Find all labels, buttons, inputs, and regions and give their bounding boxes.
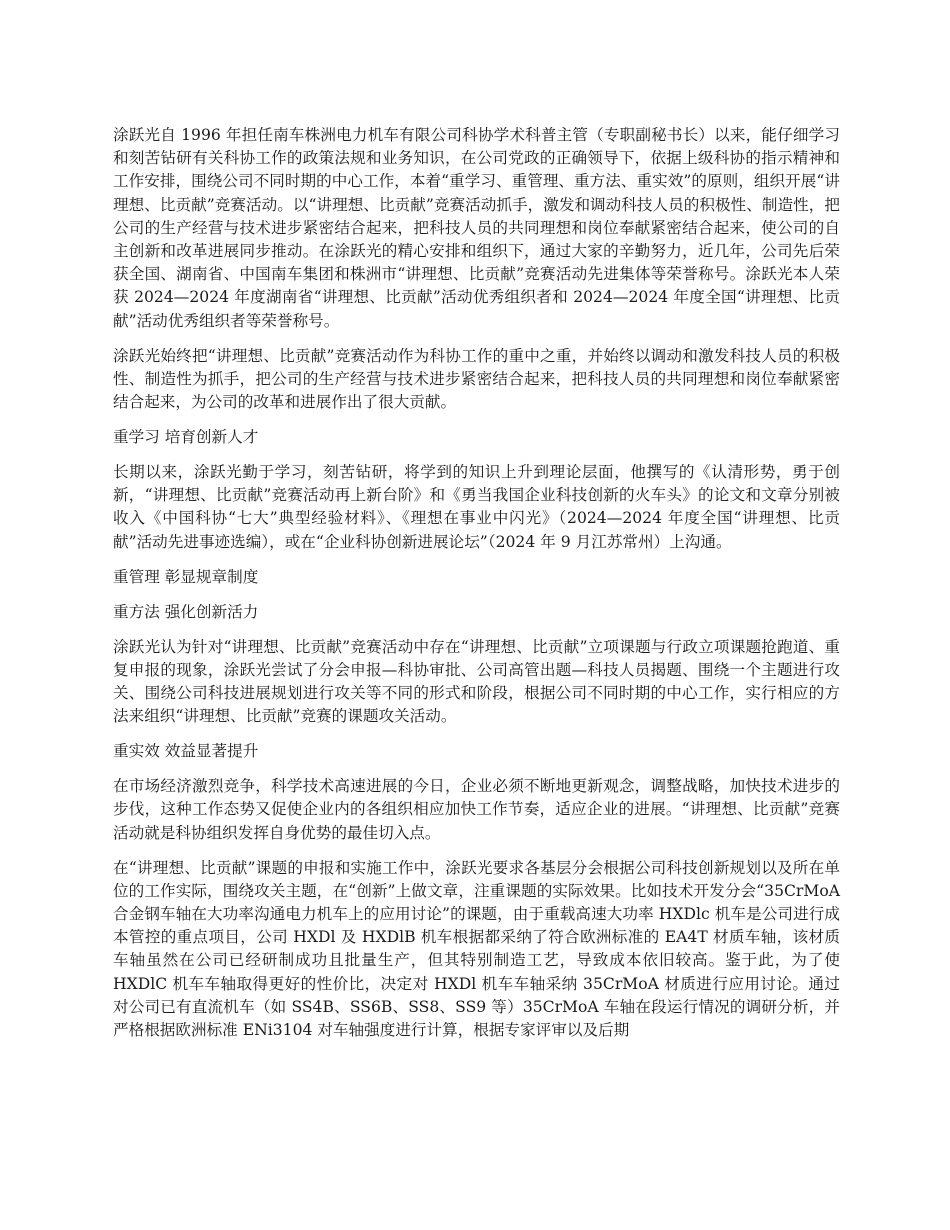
paragraph-commitment: 涂跃光始终把“讲理想、比贡献”竞赛活动作为科协工作的重中之重，并始终以调动和激发科技人员的积极性、制造性为抓手，把公司的生产经营与技术进步紧密结合起来，把科技人员的共同理想和岗位奉献紧密结合起来，为公司的改革和进展作出了很大贡献。 <box>113 346 840 412</box>
paragraph-projects: 在“讲理想、比贡献”课题的申报和实施工作中，涂跃光要求各基层分会根据公司科技创新规划以及所在单位的工作实际，围绕攻关主题，在“创新”上做文章，注重课题的实际效果。比如技术开发分会“35CrMoA 合金钢车轴在大功率沟通电力机车上的应用讨论”的课题，由于重载高速大功率 HXDlc 机车是公司进行成本管控的重点项目，公司 HXDl 及 HXDlB 机车根据都采纳了符合欧洲标准的 EA4T 材质车轴，该材质车轴虽然在公司已经研制成功且批量生产，但其特别制造工艺，导致成本依旧较高。鉴于此，为了使 HXDlC 机车车轴取得更好的性价比，决定对 HXDl 机车车轴采纳 35CrMoA 材质进行应用讨论。通过对公司已有直流机车（如 SS4B、SS6B、SS8、SS9 等）35CrMoA 车轴在段运行情况的调研分析，并严格根据欧洲标准 ENi3104 对车轴强度进行计算，根据专家评审以及后期 <box>113 858 840 1040</box>
paragraph-method: 涂跃光认为针对“讲理想、比贡献”竞赛活动中存在“讲理想、比贡献”立项课题与行政立项课题抢跑道、重复申报的现象，涂跃光尝试了分会申报—科协审批、公司高管出题—科技人员揭题、围绕一个主题进行攻关、围绕公司科技进展规划进行攻关等不同的形式和阶段，根据公司不同时期的中心工作，实行相应的方法来组织“讲理想、比贡献”竞赛的课题攻关活动。 <box>113 637 840 726</box>
paragraph-market: 在市场经济激烈竞争，科学技术高速进展的今日，企业必须不断地更新观念，调整战略，加快技术进步的步伐，这种工作态势又促使企业内的各组织相应加快工作节奏，适应企业的进展。“讲理想、比贡献”竞赛活动就是科协组织发挥自身优势的最佳切入点。 <box>113 777 840 842</box>
paragraph-study: 长期以来，涂跃光勤于学习，刻苦钻研，将学到的知识上升到理论层面，他撰写的《认清形势，勇于创新，“讲理想、比贡献”竞赛活动再上新台阶》和《勇当我国企业科技创新的火车头》的论文和文章分别被收入《中国科协“七大”典型经验材料》、《理想在事业中闪光》（2024—2024 年度全国“讲理想、比贡献”活动先进事迹选编），或在“企业科协创新进展论坛”（2024 年 9 月江苏常州）上沟通。 <box>113 463 840 551</box>
section-heading-management: 重管理 彰显规章制度 <box>113 567 259 586</box>
section-heading-method: 重方法 强化创新活力 <box>113 602 259 621</box>
paragraph-intro: 涂跃光自 1996 年担任南车株洲电力机车有限公司科协学术科普主管（专职副秘书长）以来，能仔细学习和刻苦钻研有关科协工作的政策法规和业务知识，在公司党政的正确领导下，依据上级科协的指示精神和工作安排，围绕公司不同时期的中心工作，本着“重学习、重管理、重方法、重实效”的原则，组织开展“讲理想、比贡献”竞赛活动。以“讲理想、比贡献”竞赛活动抓手，激发和调动科技人员的积极性、制造性，把公司的生产经营与技术进步紧密结合起来，把科技人员的共同理想和岗位奉献紧密结合起来，使公司的自主创新和改革进展同步推动。在涂跃光的精心安排和组织下，通过大家的辛勤努力，近几年，公司先后荣获全国、湖南省、中国南车集团和株洲市“讲理想、比贡献”竞赛活动先进集体等荣誉称号。涂跃光本人荣获 2024—2024 年度湖南省“讲理想、比贡献”活动优秀组织者和 2024—2024 年度全国“讲理想、比贡献”活动优秀组织者等荣誉称号。 <box>113 126 840 330</box>
section-heading-results: 重实效 效益显著提升 <box>113 742 259 761</box>
document-body <box>113 124 840 1054</box>
section-heading-study: 重学习 培育创新人才 <box>113 428 259 447</box>
